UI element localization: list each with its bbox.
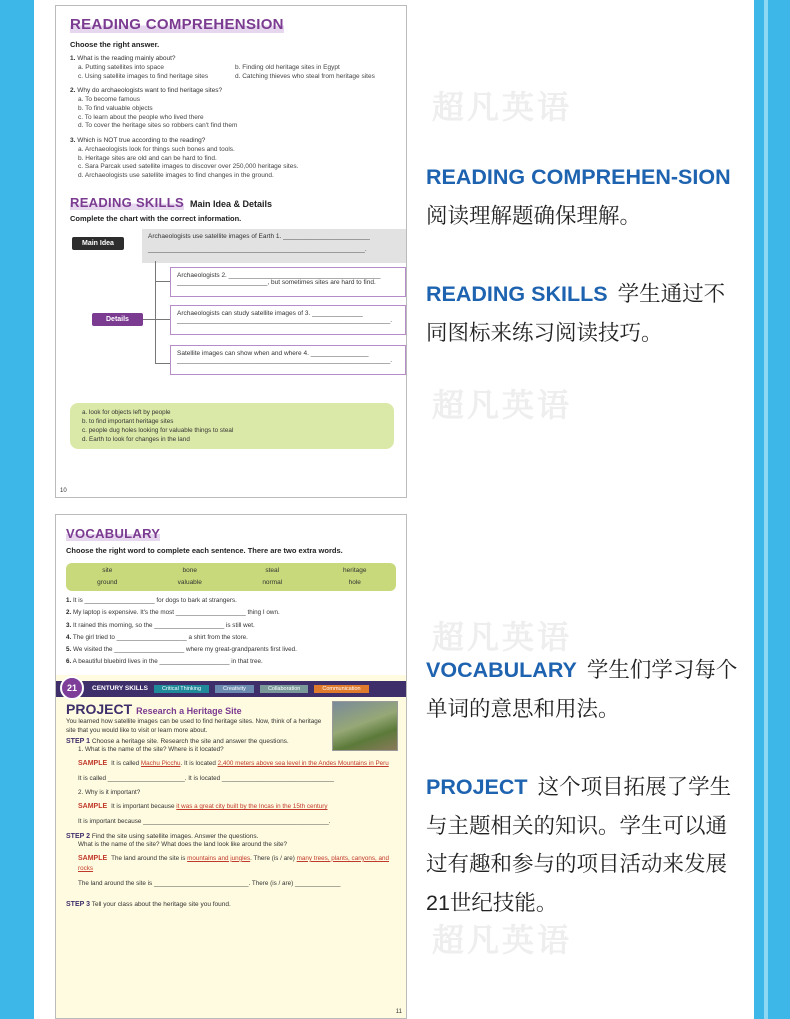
section-title-vocabulary: VOCABULARY bbox=[66, 526, 161, 541]
description-key: PROJECT bbox=[426, 775, 528, 799]
description-text: 这个项目拓展了学生与主题相关的知识。学生可以通过有趣和参与的项目活动来发展21世纪技能。 bbox=[426, 775, 732, 916]
main-idea-label: Main Idea bbox=[72, 237, 124, 250]
skill-tag: Critical Thinking bbox=[154, 685, 209, 693]
word-bank: site bone steal heritage ground valuable normal hole bbox=[66, 563, 396, 591]
section-title-reading-skills: READING SKILLS bbox=[70, 194, 184, 210]
right-blue-frame bbox=[754, 0, 790, 1019]
question: 1. What is the name of the site? Where is it located? bbox=[78, 746, 224, 754]
chart-connector bbox=[155, 281, 170, 282]
answer-options-box: a. look for objects left by people b. to find important heritage sites c. people dug holes looking for valuable things to steal d. Earth to look for changes in the land bbox=[70, 403, 394, 450]
description-key: VOCABULARY bbox=[426, 658, 577, 682]
detail-box: Archaeologists can study satellite images of 3. ______________ ___________________________________________________________. bbox=[170, 305, 406, 335]
sample-answer: SAMPLE The land around the site is mountains and jungles. There (is / are) many trees, plants, canyons, and rocks bbox=[78, 854, 389, 873]
watermark: 超凡英语 bbox=[432, 922, 573, 958]
details-label: Details bbox=[92, 313, 143, 326]
answer-line: It is important because _____________________________________________________. bbox=[78, 818, 331, 826]
section-title-reading-comprehension: READING COMPREHENSION bbox=[70, 16, 284, 33]
century-skills-bar bbox=[56, 681, 406, 697]
question: What is the name of the site? What does the land look like around the site? bbox=[78, 841, 287, 849]
description-key: READING SKILLS bbox=[426, 282, 608, 306]
instruction: Complete the chart with the correct information. bbox=[70, 213, 242, 223]
textbook-page-reading bbox=[55, 5, 407, 498]
heritage-site-photo bbox=[332, 701, 398, 751]
question: 2. Why is it important? bbox=[78, 789, 141, 797]
detail-box: Satellite images can show when and where 4. ________________ ___________________________________________________________. bbox=[170, 345, 406, 375]
description-reading-comprehension bbox=[426, 158, 746, 235]
watermark: 超凡英语 bbox=[432, 387, 573, 423]
description-key: READING COMPREHEN-SION bbox=[426, 165, 731, 189]
chart-connector bbox=[155, 363, 170, 364]
watermark: 超凡英语 bbox=[432, 89, 573, 125]
reading-skills-header bbox=[70, 195, 392, 210]
page-number: 11 bbox=[395, 1009, 402, 1015]
sentence: 1. It is ____________________ for dogs to bark at strangers. bbox=[66, 597, 237, 604]
reading-skills-subtitle: Main Idea & Details bbox=[189, 198, 273, 209]
description-text: 学生通过不同图标来练习阅读技巧。 bbox=[426, 282, 726, 345]
question: 1. What is the reading mainly about? a. Putting satellites into space b. Finding old heritage sites in Egypt c. Using satellite images to find heritage sites d. Catching thieves who steal from heritage sites bbox=[70, 55, 375, 80]
watermark: 超凡英语 bbox=[432, 619, 573, 655]
instruction: Choose the right word to complete each sentence. There are two extra words. bbox=[66, 546, 343, 555]
textbook-page-vocabulary bbox=[55, 514, 407, 1019]
project-title: PROJECT Research a Heritage Site bbox=[66, 700, 242, 717]
chart-connector bbox=[155, 261, 170, 364]
project-section bbox=[56, 697, 406, 908]
description-vocabulary bbox=[426, 651, 746, 728]
question: 3. Which is NOT true according to the reading? a. Archaeologists look for things such bones and tools. b. Heritage sites are old and can be hard to find. c. Sara Parcak used satellite images to discover over 250,000 heritage sites. d. Archaeologists use satellite images to find changes in the ground. bbox=[70, 137, 299, 180]
skill-tag: Creativity bbox=[215, 685, 254, 693]
step: STEP 3 Tell your class about the heritage site you found. bbox=[66, 900, 231, 908]
left-blue-frame bbox=[0, 0, 34, 1019]
detail-box: Archaeologists 2. __________________________________________ _________________________, but sometimes sites are hard to find. bbox=[170, 267, 406, 297]
answer-line: It is called ______________________. It is located ________________________________ bbox=[78, 775, 334, 783]
description-project bbox=[426, 768, 746, 923]
century-skills-label: CENTURY SKILLS bbox=[92, 685, 148, 693]
right-frame-stripe bbox=[764, 0, 768, 1019]
skill-tag: Communication bbox=[314, 685, 368, 693]
project-intro: You learned how satellite images can be used to find heritage sites. Now, think of a heritage site that you would like to visit or learn more about. bbox=[66, 717, 322, 735]
sample-answer: SAMPLE It is called Machu Picchu. It is located 2,400 meters above sea level in the Andes Mountains in Peru bbox=[78, 759, 389, 767]
chart-connector bbox=[155, 319, 170, 320]
main-idea-box: Archaeologists use satellite images of Earth 1. ________________________ ____________________________________________________________. bbox=[142, 229, 406, 263]
sentence: 3. It rained this morning, so the ____________________ is still wet. bbox=[66, 621, 255, 629]
step: STEP 2 Find the site using satellite images. Answer the questions. bbox=[66, 833, 259, 841]
instruction: Choose the right answer. bbox=[70, 40, 160, 49]
question: 2. Why do archaeologists want to find heritage sites? a. To become famous b. To find valuable objects c. To learn about the people who lived there d. To cover the heritage sites so robbers can't find them bbox=[70, 87, 238, 130]
skill-tag: Collaboration bbox=[260, 685, 308, 693]
sentence-list bbox=[66, 595, 396, 669]
answer-line: The land around the site is ___________________________. There (is / are) _____________ bbox=[78, 879, 341, 887]
century-skills-badge: 21 bbox=[60, 676, 84, 700]
page-number: 10 bbox=[60, 488, 67, 494]
sentence: 6. A beautiful bluebird lives in the ____________________ in that tree. bbox=[66, 658, 263, 666]
description-text: 阅读理解题确保理解。 bbox=[426, 203, 642, 228]
description-text: 学生们学习每个单词的意思和用法。 bbox=[426, 658, 738, 721]
main-idea-chart bbox=[70, 229, 392, 399]
sentence: 5. We visited the ____________________ where my great-grandparents first lived. bbox=[66, 646, 297, 654]
sentence: 4. The girl tried to ____________________ a shirt from the store. bbox=[66, 633, 248, 641]
step: STEP 1 Choose a heritage site. Research the site and answer the questions. bbox=[66, 738, 289, 746]
sample-answer: SAMPLE It is important because it was a great city built by the Incas in the 15th century bbox=[78, 802, 328, 810]
sentence: 2. My laptop is expensive. It's the most ____________________ thing I own. bbox=[66, 609, 280, 617]
description-reading-skills bbox=[426, 275, 746, 352]
